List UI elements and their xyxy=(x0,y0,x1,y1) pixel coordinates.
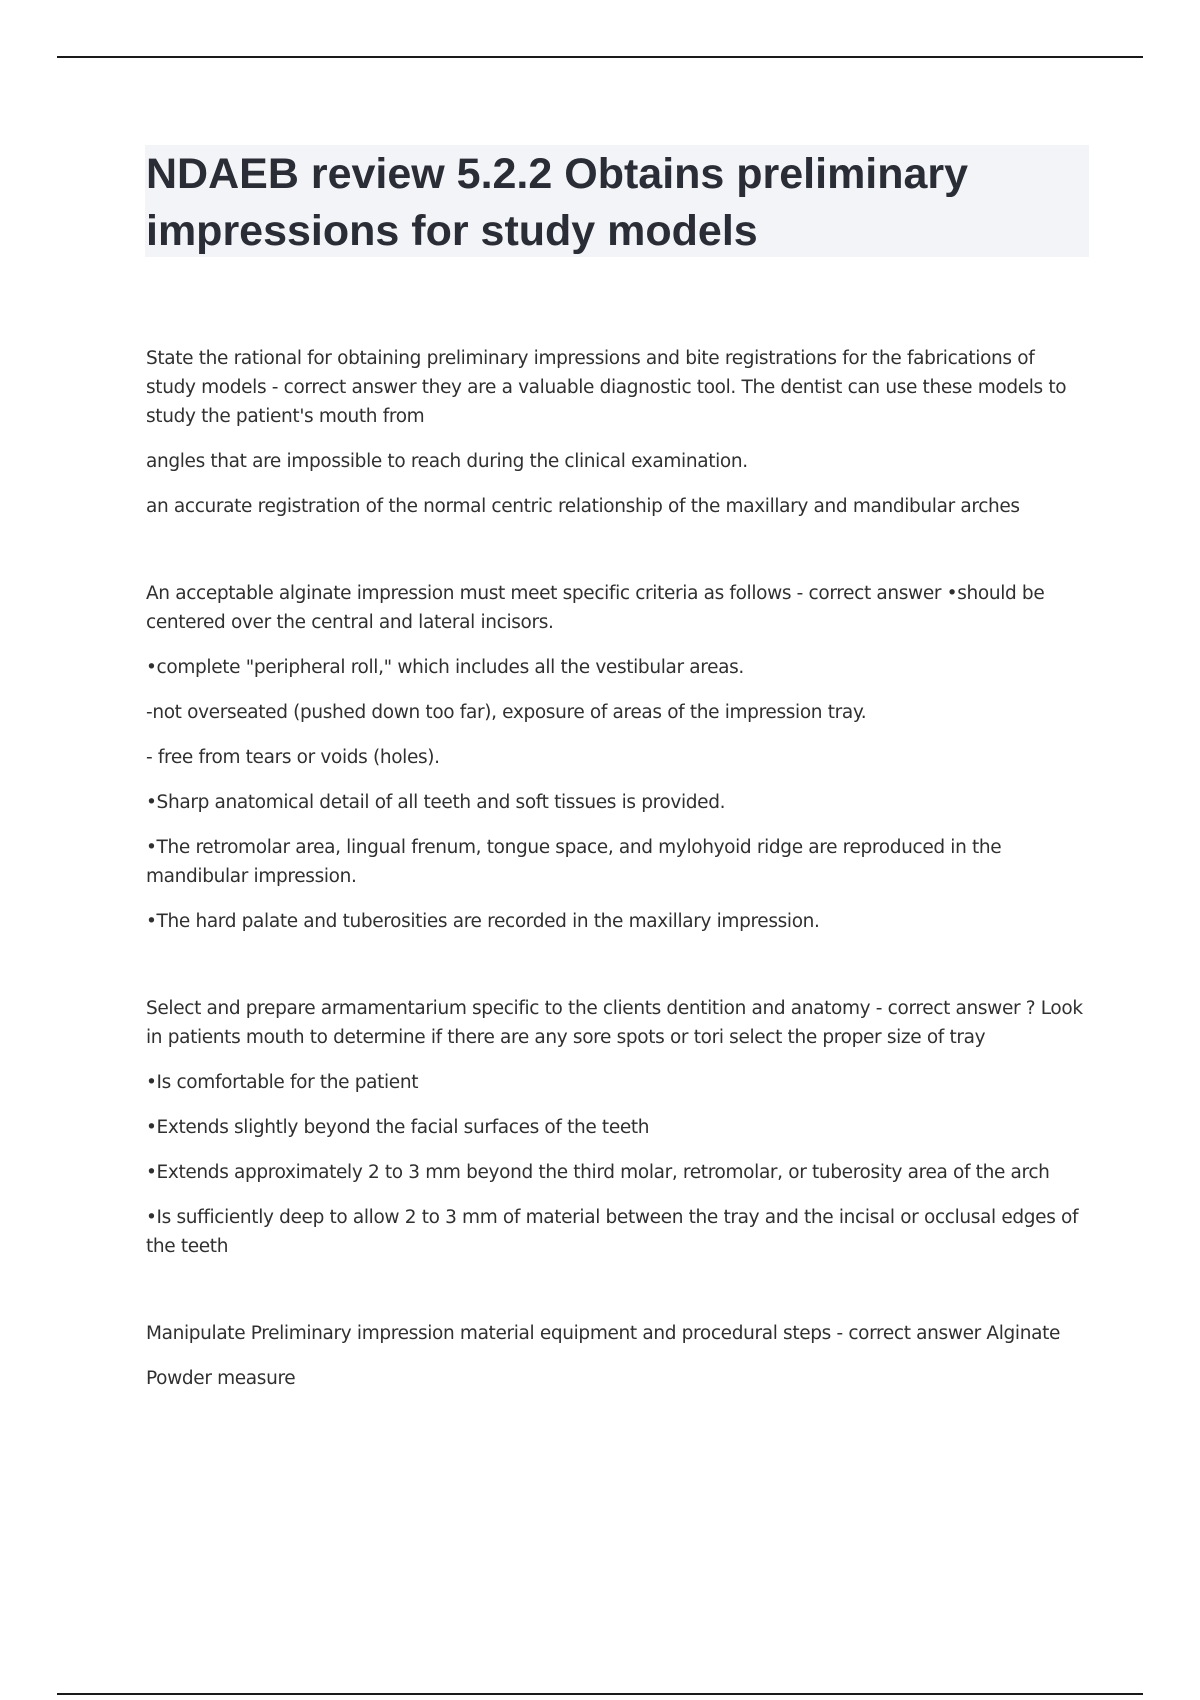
qa-block-armamentarium xyxy=(146,994,1084,1261)
bottom-rule xyxy=(57,1693,1143,1695)
page-title: NDAEB review 5.2.2 Obtains preliminary impressions for study models xyxy=(146,150,969,255)
paragraph: An acceptable alginate impression must meet specific criteria as follows - correct answer •should be centered over the central and lateral incisors. xyxy=(146,583,1045,633)
list-item: •Is comfortable for the patient xyxy=(146,1072,419,1093)
list-item: - free from tears or voids (holes). xyxy=(146,747,440,768)
paragraph: Select and prepare armamentarium specific to the clients dentition and anatomy - correct answer ? Look in patients mouth to determine if there are any sore spots or tori select the proper size of tray xyxy=(146,998,1083,1048)
list-item: •The retromolar area, lingual frenum, tongue space, and mylohyoid ridge are reproduced in the mandibular impression. xyxy=(146,837,1002,887)
list-item: •complete "peripheral roll," which includes all the vestibular areas. xyxy=(146,657,744,678)
list-item: •Extends slightly beyond the facial surfaces of the teeth xyxy=(146,1117,650,1138)
paragraph: an accurate registration of the normal centric relationship of the maxillary and mandibular arches xyxy=(146,496,1020,517)
list-item: •Sharp anatomical detail of all teeth and soft tissues is provided. xyxy=(146,792,726,813)
paragraph: Manipulate Preliminary impression material equipment and procedural steps - correct answer Alginate xyxy=(146,1323,1060,1344)
list-item: •The hard palate and tuberosities are recorded in the maxillary impression. xyxy=(146,911,820,932)
paragraph: Powder measure xyxy=(146,1368,296,1389)
list-item: •Extends approximately 2 to 3 mm beyond the third molar, retromolar, or tuberosity area of the arch xyxy=(146,1162,1050,1183)
qa-block-alginate-criteria xyxy=(146,579,1084,936)
qa-block-manipulate xyxy=(146,1319,1084,1393)
document-body xyxy=(146,344,1084,1409)
list-item: -not overseated (pushed down too far), exposure of areas of the impression tray. xyxy=(146,702,867,723)
qa-block-rationale xyxy=(146,344,1084,521)
paragraph: angles that are impossible to reach during the clinical examination. xyxy=(146,451,748,472)
top-rule xyxy=(57,56,1143,58)
list-item: •Is sufficiently deep to allow 2 to 3 mm of material between the tray and the incisal or occlusal edges of the teeth xyxy=(146,1207,1079,1257)
paragraph: State the rational for obtaining preliminary impressions and bite registrations for the fabrications of study models - correct answer they are a valuable diagnostic tool. The dentist can use these models to study the patient's mouth from xyxy=(146,348,1067,427)
